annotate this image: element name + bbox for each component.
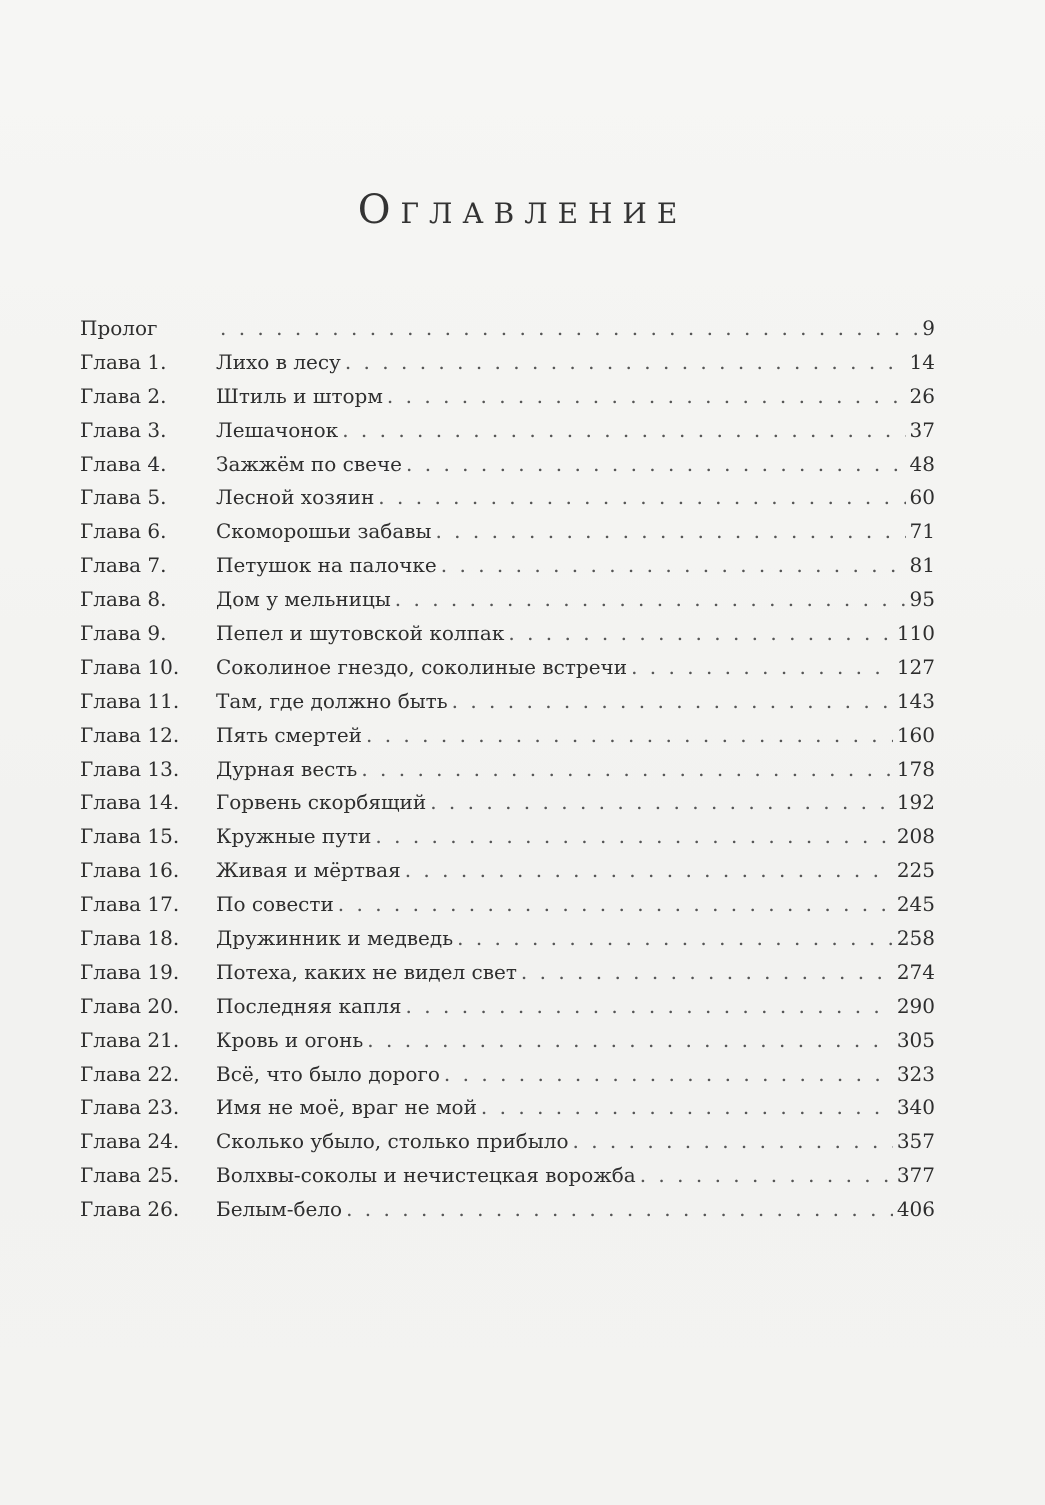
toc-entry [80, 655, 935, 689]
dot-leader [367, 1028, 893, 1052]
toc-entry-label: Глава 7. [80, 553, 167, 578]
toc-entry-page: 208 [896, 824, 935, 849]
dot-leader [342, 418, 905, 442]
toc-entry-page: 245 [896, 892, 935, 917]
toc-entry [80, 1028, 935, 1062]
page-title: Оглавление [357, 186, 688, 233]
toc-entry-page: 406 [896, 1197, 935, 1222]
toc-entry-page: 95 [909, 587, 935, 612]
toc-entry-label: Глава 24. [80, 1129, 180, 1154]
toc-entry-label: Глава 9. [80, 621, 167, 646]
toc-entry-title: Зажжём по свече [216, 451, 403, 476]
toc-entry-label: Глава 23. [80, 1095, 180, 1120]
dot-leader [220, 316, 918, 340]
dot-leader [435, 519, 905, 543]
toc-entry-page: 143 [896, 688, 935, 713]
dot-leader [338, 892, 893, 916]
toc-entry-label: Глава 14. [80, 790, 180, 815]
toc-entry-page: 26 [909, 383, 935, 408]
toc-entry-label: Глава 22. [80, 1061, 180, 1086]
toc-entry-page: 178 [896, 756, 935, 781]
toc-entry-label: Глава 8. [80, 587, 167, 612]
dot-leader [640, 1163, 893, 1187]
toc-entry [80, 350, 935, 384]
dot-leader [508, 621, 892, 645]
toc-entry [80, 1129, 935, 1163]
toc-entry-page: 192 [896, 790, 935, 815]
toc-entry-page: 323 [896, 1061, 935, 1086]
toc-entry-title: Лешачонок [216, 417, 339, 442]
dot-leader [457, 926, 893, 950]
toc-entry-page: 81 [909, 553, 935, 578]
toc-entry-title: Потеха, каких не видел свет [216, 959, 517, 984]
toc-entry-page: 258 [896, 926, 935, 951]
toc-entry-title: Пять смертей [216, 722, 362, 747]
dot-leader [387, 384, 906, 408]
toc-entry [80, 1062, 935, 1096]
toc-entry [80, 926, 935, 960]
dot-leader [521, 960, 893, 984]
toc-entry-title: Пепел и шутовской колпак [216, 621, 505, 646]
dot-leader [345, 350, 906, 374]
toc-entry-title: Скоморошьи забавы [216, 519, 432, 544]
toc-entry-title: Последняя капля [216, 993, 402, 1018]
toc-entry-page: 377 [896, 1163, 935, 1188]
toc-entry-title: Имя не моё, враг не мой [216, 1095, 477, 1120]
dot-leader [631, 655, 893, 679]
toc-entry [80, 384, 935, 418]
toc-entry-title: Горвень скорбящий [216, 790, 427, 815]
toc-entry [80, 587, 935, 621]
dot-leader [481, 1095, 893, 1119]
toc-entry [80, 553, 935, 587]
toc-entry-title: Лихо в лесу [216, 349, 341, 374]
toc-entry-page: 305 [896, 1027, 935, 1052]
dot-leader [361, 757, 893, 781]
toc-entry-label: Пролог [80, 316, 158, 340]
toc-entry-page: 290 [896, 993, 935, 1018]
toc-entry-title: Сколько убыло, столько прибыло [216, 1129, 569, 1154]
toc-entry [80, 757, 935, 791]
dot-leader [405, 858, 893, 882]
toc-entry-label: Глава 10. [80, 654, 180, 679]
toc-entry [80, 892, 935, 926]
toc-entry-label: Глава 12. [80, 722, 180, 747]
toc-entry [80, 858, 935, 892]
toc-entry-page: 110 [896, 621, 935, 646]
toc-entry-page: 9 [922, 316, 935, 340]
toc-entry [80, 1163, 935, 1197]
toc-entry-title: Дурная весть [216, 756, 358, 781]
dot-leader [346, 1197, 893, 1221]
dot-leader [452, 689, 893, 713]
dot-leader [406, 452, 906, 476]
toc-entry [80, 994, 935, 1028]
toc-entry-title: Белым-бело [216, 1197, 343, 1222]
toc-entry-label: Глава 25. [80, 1163, 180, 1188]
toc-entry [80, 790, 935, 824]
toc-entry [80, 519, 935, 553]
toc-entry-label: Глава 16. [80, 858, 180, 883]
toc-entry-title: Всё, что было дорого [216, 1061, 440, 1086]
toc-entry [80, 316, 935, 350]
dot-leader [395, 587, 906, 611]
toc-entry-label: Глава 6. [80, 519, 167, 544]
toc-entry-label: Глава 19. [80, 959, 180, 984]
toc-entry-page: 37 [909, 417, 935, 442]
toc-entry-title: Соколиное гнездо, соколиные встречи [216, 654, 628, 679]
toc-entry-label: Глава 18. [80, 926, 180, 951]
toc-entry-title: По совести [216, 892, 334, 917]
toc-entry-title: Дружинник и медведь [216, 926, 454, 951]
toc-entry-title: Волхвы-соколы и нечистецкая ворожба [216, 1163, 636, 1188]
toc-entry [80, 621, 935, 655]
toc-entry [80, 824, 935, 858]
toc-entry-page: 127 [896, 654, 935, 679]
toc-entry-label: Глава 2. [80, 383, 167, 408]
toc-entry-label: Глава 20. [80, 993, 180, 1018]
toc-entry [80, 485, 935, 519]
dot-leader [573, 1129, 893, 1153]
dot-leader [444, 1062, 893, 1086]
toc-entry-label: Глава 26. [80, 1197, 180, 1222]
toc-entry-title: Петушок на палочке [216, 553, 437, 578]
toc-entry [80, 960, 935, 994]
toc-entry-label: Глава 13. [80, 756, 180, 781]
toc-entry [80, 1197, 935, 1231]
toc-entry-page: 274 [896, 959, 935, 984]
toc-entry-label: Глава 11. [80, 688, 180, 713]
toc-entry-page: 48 [909, 451, 935, 476]
toc-entry-title: Лесной хозяин [216, 485, 375, 510]
toc-entry-page: 71 [909, 519, 935, 544]
toc-entry [80, 689, 935, 723]
toc-entry [80, 418, 935, 452]
toc-entry-title: Там, где должно быть [216, 688, 448, 713]
dot-leader [375, 824, 892, 848]
toc-entry-label: Глава 15. [80, 824, 180, 849]
dot-leader [366, 723, 893, 747]
toc-entry-page: 357 [896, 1129, 935, 1154]
toc-entry-label: Глава 4. [80, 451, 167, 476]
dot-leader [441, 553, 906, 577]
toc-entry-page: 340 [896, 1095, 935, 1120]
toc-entry-label: Глава 17. [80, 892, 180, 917]
dot-leader [378, 485, 905, 509]
toc-entry-page: 225 [896, 858, 935, 883]
toc-entry [80, 723, 935, 757]
toc-entry [80, 1095, 935, 1129]
toc-entry-page: 14 [909, 349, 935, 374]
toc-entry-title: Живая и мёртвая [216, 858, 401, 883]
toc-entry-page: 60 [909, 485, 935, 510]
toc-entry-label: Глава 5. [80, 485, 167, 510]
toc-entry-title: Кружные пути [216, 824, 372, 849]
toc-entry-page: 160 [896, 722, 935, 747]
table-of-contents [80, 316, 935, 1231]
dot-leader [406, 994, 893, 1018]
toc-entry-title: Дом у мельницы [216, 587, 391, 612]
toc-entry-label: Глава 21. [80, 1027, 180, 1052]
toc-entry-title: Кровь и огонь [216, 1027, 364, 1052]
toc-entry [80, 452, 935, 486]
toc-entry-title: Штиль и шторм [216, 383, 383, 408]
toc-entry-label: Глава 1. [80, 349, 167, 374]
dot-leader [430, 790, 893, 814]
toc-entry-label: Глава 3. [80, 417, 167, 442]
